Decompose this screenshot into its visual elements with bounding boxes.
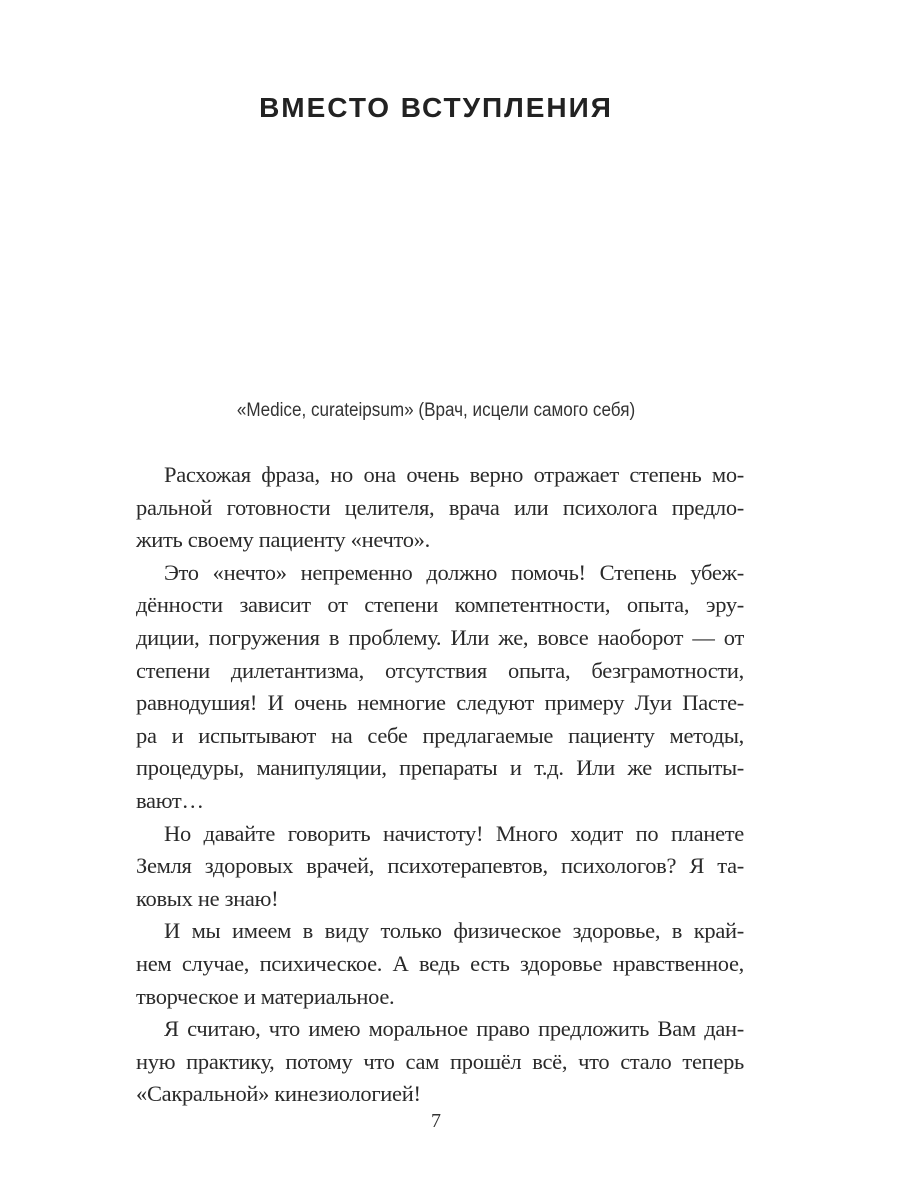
epigraph: «Medice, curateipsum» (Врач, исцели самого себя) [236, 400, 636, 421]
text-line: И мы имеем в виду только физическое здоровье, в край- [164, 918, 744, 944]
text-line: равнодушия! И очень немногие следуют примеру Луи Пасте- [136, 690, 744, 716]
text-line: дённости зависит от степени компетентности, опыта, эру- [136, 592, 744, 618]
text-line: процедуры, манипуляции, препараты и т.д. Или же испыты- [136, 755, 744, 781]
text-line: Расхожая фраза, но она очень верно отражает степень мо- [164, 462, 744, 487]
text-line: ковых не знаю! [136, 885, 279, 911]
text-line: нем случае, психическое. А ведь есть здоровье нравственное, [136, 950, 744, 976]
text-line: диции, погружения в проблему. Или же, вовсе наоборот — от [136, 624, 744, 650]
chapter-title: ВМЕСТО ВСТУПЛЕНИЯ [259, 92, 613, 123]
body-text [136, 459, 744, 1111]
text-line: Это «нечто» непременно должно помочь! Степень убеж- [164, 559, 744, 585]
text-line: Земля здоровых врачей, психотерапевтов, психологов? Я та- [136, 853, 744, 879]
text-line: творческое и материальное. [136, 983, 395, 1009]
text-line: ральной готовности целителя, врача или психолога предло- [136, 494, 744, 520]
text-line: жить своему пациенту «нечто». [136, 527, 430, 553]
text-line: ра и испытывают на себе предлагаемые пациенту методы, [136, 722, 744, 748]
text-line: ную практику, потому что сам прошёл всё, что стало теперь [136, 1048, 744, 1074]
text-line: Я считаю, что имею моральное право предложить Вам дан- [164, 1016, 744, 1042]
text-line: вают… [136, 787, 204, 813]
page-number: 7 [431, 1110, 441, 1132]
text-line: степени дилетантизма, отсутствия опыта, безграмотности, [136, 657, 744, 683]
text-line: Но давайте говорить начистоту! Много ходит по планете [164, 820, 744, 846]
text-line: «Сакральной» кинезиологией! [136, 1081, 421, 1107]
